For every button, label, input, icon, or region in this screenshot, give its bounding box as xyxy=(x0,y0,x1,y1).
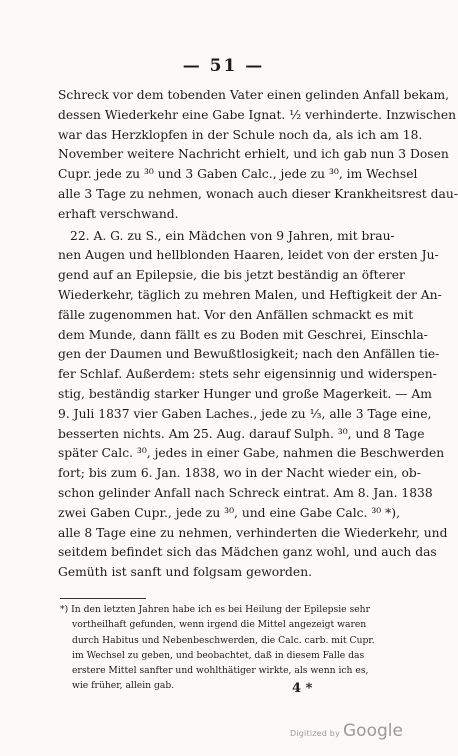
text-line: besserten nichts. Am 25. Aug. darauf Sulph. ³⁰, und 8 Tage xyxy=(58,426,425,441)
watermark-prefix: Digitized by xyxy=(290,729,340,738)
footnote-line: erstere Mittel sanfter und wohlthätiger wirkte, als wenn ich es, xyxy=(72,665,369,677)
text-line: alle 3 Tage zu nehmen, wonach auch dieser Krankheitsrest dau- xyxy=(58,186,458,201)
paragraph-2 xyxy=(58,227,448,583)
text-line: 22. A. G. zu S., ein Mädchen von 9 Jahren, mit brau- xyxy=(70,228,395,243)
text-line: Gemüth ist sanft und folgsam geworden. xyxy=(58,565,313,580)
text-line: zwei Gaben Cupr., jede zu ³⁰, und eine Gabe Calc. ³⁰ *), xyxy=(58,505,400,520)
footnote-line: *) In den letzten Jahren habe ich es bei Heilung der Epilepsie sehr xyxy=(60,604,370,615)
page-number: — 51 — xyxy=(182,56,265,76)
text-line: 9. Juli 1837 vier Gaben Laches., jede zu ⅓, alle 3 Tage eine, xyxy=(58,406,432,421)
text-line: dem Munde, dann fällt es zu Boden mit Geschrei, Einschla- xyxy=(58,327,428,342)
text-line: später Calc. ³⁰, jedes in einer Gabe, nahmen die Beschwerden xyxy=(58,446,445,461)
footnote-line: vortheilhaft gefunden, wenn irgend die Mittel angezeigt waren xyxy=(72,619,367,631)
text-line: fort; bis zum 6. Jan. 1838, wo in der Nacht wieder ein, ob- xyxy=(58,466,421,481)
text-line: war das Herzklopfen in der Schule noch da, als ich am 18. xyxy=(58,127,423,142)
text-line: dessen Wiederkehr eine Gabe Ignat. ½ verhinderte. Inzwischen xyxy=(58,107,457,122)
footnote xyxy=(60,602,390,694)
paragraph-1 xyxy=(58,86,458,225)
footnote-line: im Wechsel zu geben, und beobachtet, daß in diesem Falle das xyxy=(72,649,365,661)
footnote-line: durch Habitus und Nebenbeschwerden, die Calc. carb. mit Cupr. xyxy=(72,634,375,646)
text-line: gen der Daumen und Bewußtlosigkeit; nach den Anfällen tie- xyxy=(58,347,440,362)
text-line: alle 8 Tage eine zu nehmen, verhinderten die Wiederkehr, und xyxy=(58,525,448,540)
text-line: fer Schlaf. Außerdem: stets sehr eigensinnig und widerspen- xyxy=(58,367,437,382)
text-line: nen Augen und hellblonden Haaren, leidet von der ersten Ju- xyxy=(58,248,439,263)
printer-signature-mark: 4 * xyxy=(292,681,313,696)
text-line: stig, beständig starker Hunger und große Magerkeit. — Am xyxy=(58,386,432,401)
text-line: Schreck vor dem tobenden Vater einen gelinden Anfall bekam, xyxy=(58,88,450,102)
footnote-line: wie früher, allein gab. xyxy=(72,680,175,692)
text-line: gend auf an Epilepsie, die bis jetzt beständig an öfterer xyxy=(58,268,405,283)
text-line: Wiederkehr, täglich zu mehren Malen, und Heftigkeit der An- xyxy=(58,287,442,302)
digitized-by-google-watermark xyxy=(290,721,403,741)
text-line: erhaft verschwand. xyxy=(58,206,179,221)
footnote-divider xyxy=(60,598,146,599)
text-line: schon gelinder Anfall nach Schreck eintrat. Am 8. Jan. 1838 xyxy=(58,485,433,500)
main-text xyxy=(58,86,458,583)
google-logo: Google xyxy=(343,721,403,741)
text-line: November weitere Nachricht erhielt, und ich gab nun 3 Dosen xyxy=(58,147,449,162)
text-line: fälle zugenommen hat. Vor den Anfällen schmackt es mit xyxy=(58,307,414,322)
text-line: Cupr. jede zu ³⁰ und 3 Gaben Calc., jede zu ³⁰, im Wechsel xyxy=(58,167,418,182)
text-line: seitdem befindet sich das Mädchen ganz wohl, und auch das xyxy=(58,545,437,560)
